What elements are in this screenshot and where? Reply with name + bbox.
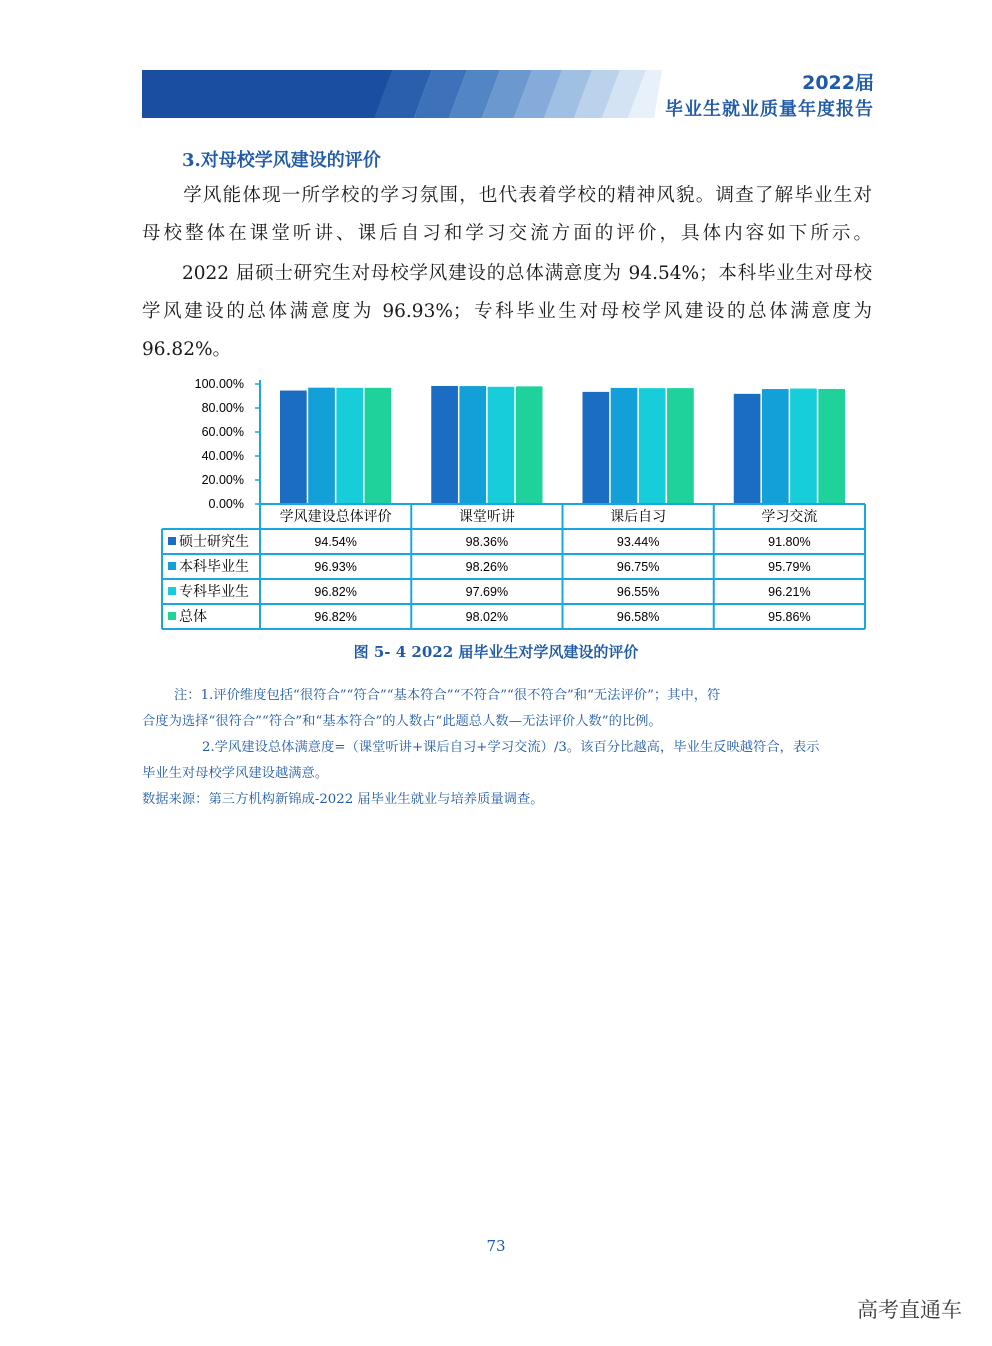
bar-2-2 xyxy=(459,386,486,504)
report-year: 2022届 xyxy=(802,72,874,94)
satisfaction-line-3: 96.82%。 xyxy=(142,339,232,360)
data-label-3-2: 97.69% xyxy=(465,585,509,599)
y-tick-label: 80.00% xyxy=(201,401,244,415)
data-label-2-2: 98.26% xyxy=(465,560,509,574)
report-title: 毕业生就业质量年度报告 xyxy=(665,99,874,120)
bar-4-2 xyxy=(762,389,789,504)
data-source-text: 数据来源：第三方机构新锦成-2022 届毕业生就业与培养质量调查。 xyxy=(142,792,544,807)
legend-label-1: 硕士研究生 xyxy=(179,533,249,549)
intro-line-2: 母校整体在课堂听讲、课后自习和学习交流方面的评价，具体内容如下所示。 xyxy=(142,223,872,244)
data-label-1-1: 94.54% xyxy=(314,535,357,549)
category-label-1: 学风建设总体评价 xyxy=(279,508,392,524)
category-label-3: 课后自习 xyxy=(610,508,667,524)
legend-swatch-3 xyxy=(168,587,176,595)
data-label-3-1: 96.82% xyxy=(314,585,357,599)
watermark: 高考直通车 xyxy=(857,1298,962,1322)
satisfaction-line-2: 学风建设的总体满意度为 96.93%；专科毕业生对母校学风建设的总体满意度为 xyxy=(142,301,872,322)
note-2-line-1: 2.学风建设总体满意度=（课堂听讲+课后自习+学习交流）/3。该百分比越高，毕业生反映越符合，表示 xyxy=(202,740,820,755)
bar-2-4 xyxy=(516,386,543,504)
legend-swatch-4 xyxy=(168,612,176,620)
satisfaction-line-1: 2022 届硕士研究生对母校学风建设的总体满意度为 94.54%；本科毕业生对母校 xyxy=(182,263,872,284)
bar-4-3 xyxy=(790,389,817,504)
section-title: 3.对母校学风建设的评价 xyxy=(182,150,381,171)
bar-1-4 xyxy=(365,388,392,504)
bar-3-3 xyxy=(639,388,666,504)
bar-3-2 xyxy=(611,388,638,504)
category-label-2: 课堂听讲 xyxy=(458,508,515,524)
figure-caption: 图 5- 4 2022 届毕业生对学风建设的评价 xyxy=(353,643,639,661)
data-label-3-3: 96.55% xyxy=(616,585,660,599)
note-1 xyxy=(142,683,874,735)
note-1-line-2: 合度为选择“很符合”“符合”和“基本符合”的人数占“此题总人数—无法评价人数”的比例。 xyxy=(142,714,662,729)
bar-2-1 xyxy=(431,386,458,504)
intro-line-1: 学风能体现一所学校的学习氛围，也代表着学校的精神风貌。调查了解毕业生对 xyxy=(182,185,872,206)
legend-label-4: 总体 xyxy=(179,608,207,624)
data-label-4-2: 98.02% xyxy=(465,610,509,624)
legend-swatch-1 xyxy=(168,537,176,545)
bar-3-4 xyxy=(667,388,694,504)
note-2 xyxy=(142,735,874,787)
bar-3-1 xyxy=(583,392,610,504)
bar-1-2 xyxy=(308,388,335,504)
data-label-1-3: 93.44% xyxy=(616,535,660,549)
data-label-4-4: 95.86% xyxy=(768,610,811,624)
data-label-3-4: 96.21% xyxy=(768,585,811,599)
legend-label-3: 专科毕业生 xyxy=(179,583,249,599)
paragraph-satisfaction xyxy=(142,255,872,369)
bar-1-3 xyxy=(336,388,363,504)
page-number: 73 xyxy=(486,1237,506,1255)
data-label-4-1: 96.82% xyxy=(314,610,357,624)
y-tick-label: 100.00% xyxy=(194,377,244,391)
bar-2-3 xyxy=(488,387,515,504)
legend-label-2: 本科毕业生 xyxy=(179,558,249,574)
y-tick-label: 20.00% xyxy=(201,473,244,487)
data-label-1-4: 91.80% xyxy=(768,535,811,549)
header-banner xyxy=(142,70,662,118)
data-label-4-3: 96.58% xyxy=(616,610,660,624)
bar-4-4 xyxy=(818,389,845,504)
y-tick-label: 60.00% xyxy=(201,425,244,439)
note-2-line-2: 毕业生对母校学风建设越满意。 xyxy=(142,766,329,781)
paragraph-intro xyxy=(142,177,872,253)
y-tick-label: 40.00% xyxy=(201,449,244,463)
bar-4-1 xyxy=(734,394,761,504)
data-source xyxy=(142,787,874,813)
data-label-1-2: 98.36% xyxy=(465,535,509,549)
data-label-2-1: 96.93% xyxy=(314,560,357,574)
note-1-line-1: 注：1.评价维度包括“很符合”“符合”“基本符合”“不符合”“很不符合”和“无法评价”；其中，符 xyxy=(174,688,721,703)
bar-1-1 xyxy=(280,391,307,504)
data-label-2-4: 95.79% xyxy=(768,560,811,574)
study-style-bar-chart xyxy=(150,368,870,636)
data-label-2-3: 96.75% xyxy=(616,560,660,574)
y-tick-label: 0.00% xyxy=(208,497,244,511)
legend-swatch-2 xyxy=(168,562,176,570)
category-label-4: 学习交流 xyxy=(761,508,818,524)
